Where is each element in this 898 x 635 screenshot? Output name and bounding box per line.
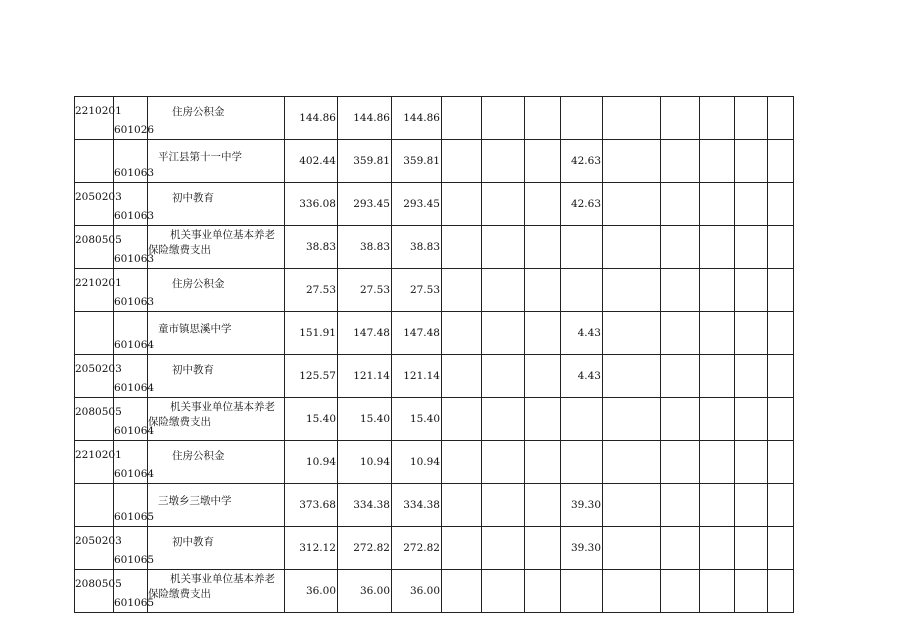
unit-code: 601026 — [114, 124, 155, 136]
table-row — [75, 97, 794, 140]
amount-value: 36.00 — [409, 585, 440, 597]
amount-value: 4.43 — [577, 370, 601, 382]
item-name-cell — [148, 355, 285, 398]
item-name-cell — [148, 97, 285, 140]
amount-cell-col9 — [525, 570, 561, 613]
amount-cell-col13 — [700, 484, 735, 527]
function-code: 2210201 — [75, 105, 122, 117]
item-name-line1: 机关事业单位基本养老 — [170, 229, 275, 241]
function-code: 2050203 — [75, 535, 122, 547]
function-code-cell — [75, 269, 122, 312]
amount-cell-col13 — [700, 441, 735, 484]
amount-cell-col5 — [338, 97, 392, 140]
amount-cell-col14 — [735, 226, 768, 269]
amount-value: 10.94 — [305, 456, 336, 468]
amount-cell-col4 — [285, 312, 338, 355]
amount-cell-col6 — [392, 140, 442, 183]
item-name-cell — [148, 441, 285, 484]
amount-value: 359.81 — [403, 155, 440, 167]
amount-value: 39.30 — [570, 542, 601, 554]
amount-cell-col9 — [525, 355, 561, 398]
amount-cell-col11 — [603, 312, 661, 355]
amount-cell-col4 — [285, 527, 338, 570]
amount-cell-col7 — [442, 140, 482, 183]
amount-cell-col11 — [603, 183, 661, 226]
function-code-cell — [75, 527, 122, 570]
unit-code: 601064 — [114, 382, 155, 394]
amount-cell-col10 — [561, 140, 603, 183]
amount-cell-col6 — [392, 484, 442, 527]
amount-value: 272.82 — [403, 542, 440, 554]
amount-value: 15.40 — [359, 413, 390, 425]
amount-cell-col11 — [603, 97, 661, 140]
amount-cell-col12 — [661, 226, 700, 269]
amount-cell-col14 — [735, 441, 768, 484]
function-code-cell — [75, 183, 122, 226]
amount-cell-col5 — [338, 527, 392, 570]
amount-cell-col12 — [661, 269, 700, 312]
unit-code: 601063 — [114, 253, 155, 265]
amount-cell-col11 — [603, 484, 661, 527]
amount-value: 373.68 — [299, 499, 336, 511]
amount-cell-col14 — [735, 140, 768, 183]
amount-value: 272.82 — [353, 542, 390, 554]
item-name-cell — [148, 570, 285, 613]
amount-value: 38.83 — [359, 241, 390, 253]
amount-value: 42.63 — [570, 155, 601, 167]
unit-code: 601064 — [114, 468, 155, 480]
function-code: 2080505 — [75, 406, 122, 418]
amount-cell-col15 — [768, 398, 794, 441]
item-name: 住房公积金 — [172, 278, 225, 290]
amount-cell-col11 — [603, 226, 661, 269]
amount-cell-col5 — [338, 269, 392, 312]
amount-cell-col11 — [603, 398, 661, 441]
amount-cell-col5 — [338, 398, 392, 441]
item-name: 住房公积金 — [172, 450, 225, 462]
unit-code-cell — [114, 140, 155, 183]
amount-value: 10.94 — [359, 456, 390, 468]
amount-cell-col6 — [392, 183, 442, 226]
amount-cell-col14 — [735, 527, 768, 570]
amount-cell-col12 — [661, 183, 700, 226]
item-name-cell — [148, 398, 285, 441]
item-name: 平江县第十一中学 — [158, 151, 242, 163]
amount-cell-col15 — [768, 355, 794, 398]
item-name: 童市镇思溪中学 — [158, 323, 232, 335]
amount-cell-col9 — [525, 183, 561, 226]
amount-cell-col12 — [661, 312, 700, 355]
item-name — [148, 226, 284, 258]
item-name-cell — [148, 269, 285, 312]
amount-cell-col15 — [768, 441, 794, 484]
amount-value: 36.00 — [305, 585, 336, 597]
amount-cell-col15 — [768, 527, 794, 570]
amount-cell-col5 — [338, 226, 392, 269]
function-code-cell — [75, 570, 122, 613]
amount-value: 42.63 — [570, 198, 601, 210]
amount-cell-col10 — [561, 527, 603, 570]
amount-cell-col9 — [525, 527, 561, 570]
amount-cell-col9 — [525, 312, 561, 355]
function-code: 2210201 — [75, 277, 122, 289]
function-code-cell — [75, 226, 122, 269]
amount-cell-col8 — [482, 183, 525, 226]
amount-cell-col14 — [735, 484, 768, 527]
unit-code: 601063 — [114, 210, 155, 222]
function-code: 2080505 — [75, 234, 122, 246]
unit-code-cell — [114, 97, 155, 140]
amount-cell-col11 — [603, 527, 661, 570]
amount-cell-col7 — [442, 97, 482, 140]
amount-cell-col7 — [442, 441, 482, 484]
unit-code: 601065 — [114, 554, 155, 566]
amount-cell-col5 — [338, 183, 392, 226]
amount-cell-col15 — [768, 570, 794, 613]
amount-cell-col9 — [525, 226, 561, 269]
amount-value: 334.38 — [403, 499, 440, 511]
unit-code: 601064 — [114, 425, 155, 437]
item-name-cell — [148, 527, 285, 570]
item-name-line1: 机关事业单位基本养老 — [170, 401, 275, 413]
amount-cell-col4 — [285, 570, 338, 613]
amount-cell-col9 — [525, 269, 561, 312]
item-name: 三墩乡三墩中学 — [158, 495, 232, 507]
table-row — [75, 527, 794, 570]
item-name: 初中教育 — [172, 192, 214, 204]
unit-code: 601063 — [114, 167, 155, 179]
unit-code-cell — [114, 527, 155, 570]
function-code: 2050203 — [75, 191, 122, 203]
amount-value: 293.45 — [403, 198, 440, 210]
amount-cell-col13 — [700, 355, 735, 398]
amount-cell-col12 — [661, 570, 700, 613]
amount-cell-col11 — [603, 570, 661, 613]
amount-cell-col6 — [392, 355, 442, 398]
amount-cell-col6 — [392, 269, 442, 312]
amount-cell-col4 — [285, 269, 338, 312]
amount-cell-col15 — [768, 97, 794, 140]
amount-cell-col11 — [603, 269, 661, 312]
amount-cell-col14 — [735, 398, 768, 441]
amount-value: 312.12 — [299, 542, 336, 554]
item-name: 初中教育 — [172, 536, 214, 548]
amount-value: 38.83 — [305, 241, 336, 253]
amount-cell-col14 — [735, 183, 768, 226]
amount-cell-col4 — [285, 398, 338, 441]
unit-code-cell — [114, 355, 155, 398]
amount-cell-col12 — [661, 97, 700, 140]
amount-cell-col15 — [768, 183, 794, 226]
amount-cell-col8 — [482, 312, 525, 355]
item-name-line2: 保险缴费支出 — [148, 588, 211, 600]
amount-cell-col8 — [482, 398, 525, 441]
item-name — [148, 570, 284, 602]
amount-cell-col4 — [285, 441, 338, 484]
table-row — [75, 355, 794, 398]
function-code-cell — [75, 312, 114, 355]
amount-cell-col4 — [285, 183, 338, 226]
amount-cell-col5 — [338, 441, 392, 484]
function-code-cell — [75, 97, 122, 140]
amount-cell-col5 — [338, 484, 392, 527]
amount-cell-col14 — [735, 312, 768, 355]
amount-cell-col6 — [392, 312, 442, 355]
amount-cell-col14 — [735, 269, 768, 312]
function-code: 2050203 — [75, 363, 122, 375]
amount-cell-col15 — [768, 226, 794, 269]
amount-cell-col13 — [700, 398, 735, 441]
unit-code-cell — [114, 441, 155, 484]
amount-cell-col7 — [442, 312, 482, 355]
amount-value: 334.38 — [353, 499, 390, 511]
amount-cell-col6 — [392, 226, 442, 269]
amount-cell-col15 — [768, 269, 794, 312]
budget-table — [74, 96, 794, 613]
amount-cell-col14 — [735, 97, 768, 140]
unit-code: 601065 — [114, 597, 155, 609]
amount-value: 147.48 — [353, 327, 390, 339]
item-name: 住房公积金 — [172, 106, 225, 118]
item-name-cell — [148, 484, 285, 527]
amount-value: 144.86 — [299, 112, 336, 124]
unit-code-cell — [114, 269, 155, 312]
amount-cell-col7 — [442, 527, 482, 570]
unit-code: 601064 — [114, 339, 155, 351]
amount-cell-col8 — [482, 484, 525, 527]
amount-cell-col7 — [442, 355, 482, 398]
item-name-cell — [148, 226, 285, 269]
amount-cell-col10 — [561, 355, 603, 398]
item-name-cell — [148, 183, 285, 226]
amount-cell-col11 — [603, 355, 661, 398]
amount-cell-col8 — [482, 527, 525, 570]
amount-value: 144.86 — [353, 112, 390, 124]
table-row — [75, 140, 794, 183]
amount-cell-col11 — [603, 441, 661, 484]
amount-value: 27.53 — [359, 284, 390, 296]
amount-value: 147.48 — [403, 327, 440, 339]
amount-cell-col8 — [482, 269, 525, 312]
function-code-cell — [75, 441, 122, 484]
table-row — [75, 226, 794, 269]
amount-cell-col10 — [561, 312, 603, 355]
amount-cell-col15 — [768, 484, 794, 527]
amount-cell-col8 — [482, 355, 525, 398]
unit-code-cell — [114, 183, 155, 226]
function-code-cell — [75, 484, 114, 527]
unit-code-cell — [114, 570, 155, 613]
unit-code-cell — [114, 312, 155, 355]
amount-cell-col12 — [661, 484, 700, 527]
amount-cell-col14 — [735, 570, 768, 613]
amount-cell-col12 — [661, 140, 700, 183]
amount-value: 38.83 — [409, 241, 440, 253]
function-code: 2210201 — [75, 449, 122, 461]
amount-cell-col10 — [561, 97, 603, 140]
unit-code: 601065 — [114, 511, 155, 523]
amount-cell-col13 — [700, 226, 735, 269]
amount-cell-col10 — [561, 570, 603, 613]
amount-cell-col15 — [768, 140, 794, 183]
amount-value: 4.43 — [577, 327, 601, 339]
amount-cell-col10 — [561, 226, 603, 269]
amount-cell-col6 — [392, 398, 442, 441]
amount-cell-col6 — [392, 527, 442, 570]
amount-value: 151.91 — [299, 327, 336, 339]
amount-cell-col4 — [285, 140, 338, 183]
amount-value: 10.94 — [409, 456, 440, 468]
amount-cell-col13 — [700, 97, 735, 140]
amount-cell-col13 — [700, 570, 735, 613]
amount-value: 125.57 — [299, 370, 336, 382]
amount-cell-col8 — [482, 570, 525, 613]
unit-code-cell — [114, 226, 155, 269]
amount-cell-col4 — [285, 355, 338, 398]
amount-value: 15.40 — [409, 413, 440, 425]
amount-cell-col7 — [442, 398, 482, 441]
amount-cell-col9 — [525, 140, 561, 183]
amount-value: 402.44 — [299, 155, 336, 167]
item-name-line2: 保险缴费支出 — [148, 244, 211, 256]
amount-cell-col4 — [285, 484, 338, 527]
amount-cell-col10 — [561, 269, 603, 312]
function-code-cell — [75, 398, 122, 441]
amount-value: 15.40 — [305, 413, 336, 425]
amount-cell-col13 — [700, 527, 735, 570]
amount-cell-col7 — [442, 269, 482, 312]
table-row — [75, 570, 794, 613]
unit-code: 601063 — [114, 296, 155, 308]
item-name-line1: 机关事业单位基本养老 — [170, 573, 275, 585]
amount-cell-col10 — [561, 484, 603, 527]
table-row — [75, 484, 794, 527]
item-name: 初中教育 — [172, 364, 214, 376]
amount-cell-col10 — [561, 441, 603, 484]
amount-cell-col12 — [661, 355, 700, 398]
amount-cell-col10 — [561, 398, 603, 441]
amount-cell-col13 — [700, 269, 735, 312]
item-name-line2: 保险缴费支出 — [148, 416, 211, 428]
amount-cell-col4 — [285, 97, 338, 140]
amount-cell-col4 — [285, 226, 338, 269]
amount-value: 39.30 — [570, 499, 601, 511]
table-row — [75, 398, 794, 441]
table-row — [75, 183, 794, 226]
amount-value: 36.00 — [359, 585, 390, 597]
amount-cell-col10 — [561, 183, 603, 226]
table-body — [75, 97, 794, 613]
amount-cell-col8 — [482, 140, 525, 183]
amount-cell-col8 — [482, 441, 525, 484]
amount-value: 27.53 — [409, 284, 440, 296]
amount-cell-col7 — [442, 570, 482, 613]
amount-cell-col13 — [700, 312, 735, 355]
item-name-cell — [148, 312, 285, 355]
amount-cell-col8 — [482, 97, 525, 140]
item-name — [148, 398, 284, 430]
amount-cell-col14 — [735, 355, 768, 398]
amount-cell-col12 — [661, 527, 700, 570]
amount-cell-col5 — [338, 570, 392, 613]
amount-cell-col5 — [338, 355, 392, 398]
amount-cell-col6 — [392, 441, 442, 484]
amount-value: 336.08 — [299, 198, 336, 210]
table-row — [75, 441, 794, 484]
function-code: 2080505 — [75, 578, 122, 590]
function-code-cell — [75, 355, 122, 398]
amount-cell-col13 — [700, 183, 735, 226]
amount-cell-col13 — [700, 140, 735, 183]
amount-cell-col12 — [661, 441, 700, 484]
unit-code-cell — [114, 484, 155, 527]
function-code-cell — [75, 140, 114, 183]
amount-cell-col6 — [392, 97, 442, 140]
unit-code-cell — [114, 398, 155, 441]
amount-cell-col8 — [482, 226, 525, 269]
amount-cell-col15 — [768, 312, 794, 355]
amount-value: 293.45 — [353, 198, 390, 210]
amount-value: 144.86 — [403, 112, 440, 124]
amount-cell-col12 — [661, 398, 700, 441]
amount-cell-col7 — [442, 226, 482, 269]
amount-cell-col5 — [338, 312, 392, 355]
amount-cell-col7 — [442, 183, 482, 226]
item-name-cell — [148, 140, 285, 183]
table-row — [75, 312, 794, 355]
amount-cell-col9 — [525, 97, 561, 140]
table-row — [75, 269, 794, 312]
amount-value: 121.14 — [353, 370, 390, 382]
amount-cell-col9 — [525, 441, 561, 484]
amount-cell-col9 — [525, 484, 561, 527]
amount-cell-col6 — [392, 570, 442, 613]
amount-value: 27.53 — [305, 284, 336, 296]
amount-cell-col7 — [442, 484, 482, 527]
amount-cell-col9 — [525, 398, 561, 441]
amount-value: 121.14 — [403, 370, 440, 382]
amount-cell-col5 — [338, 140, 392, 183]
amount-value: 359.81 — [353, 155, 390, 167]
amount-cell-col11 — [603, 140, 661, 183]
